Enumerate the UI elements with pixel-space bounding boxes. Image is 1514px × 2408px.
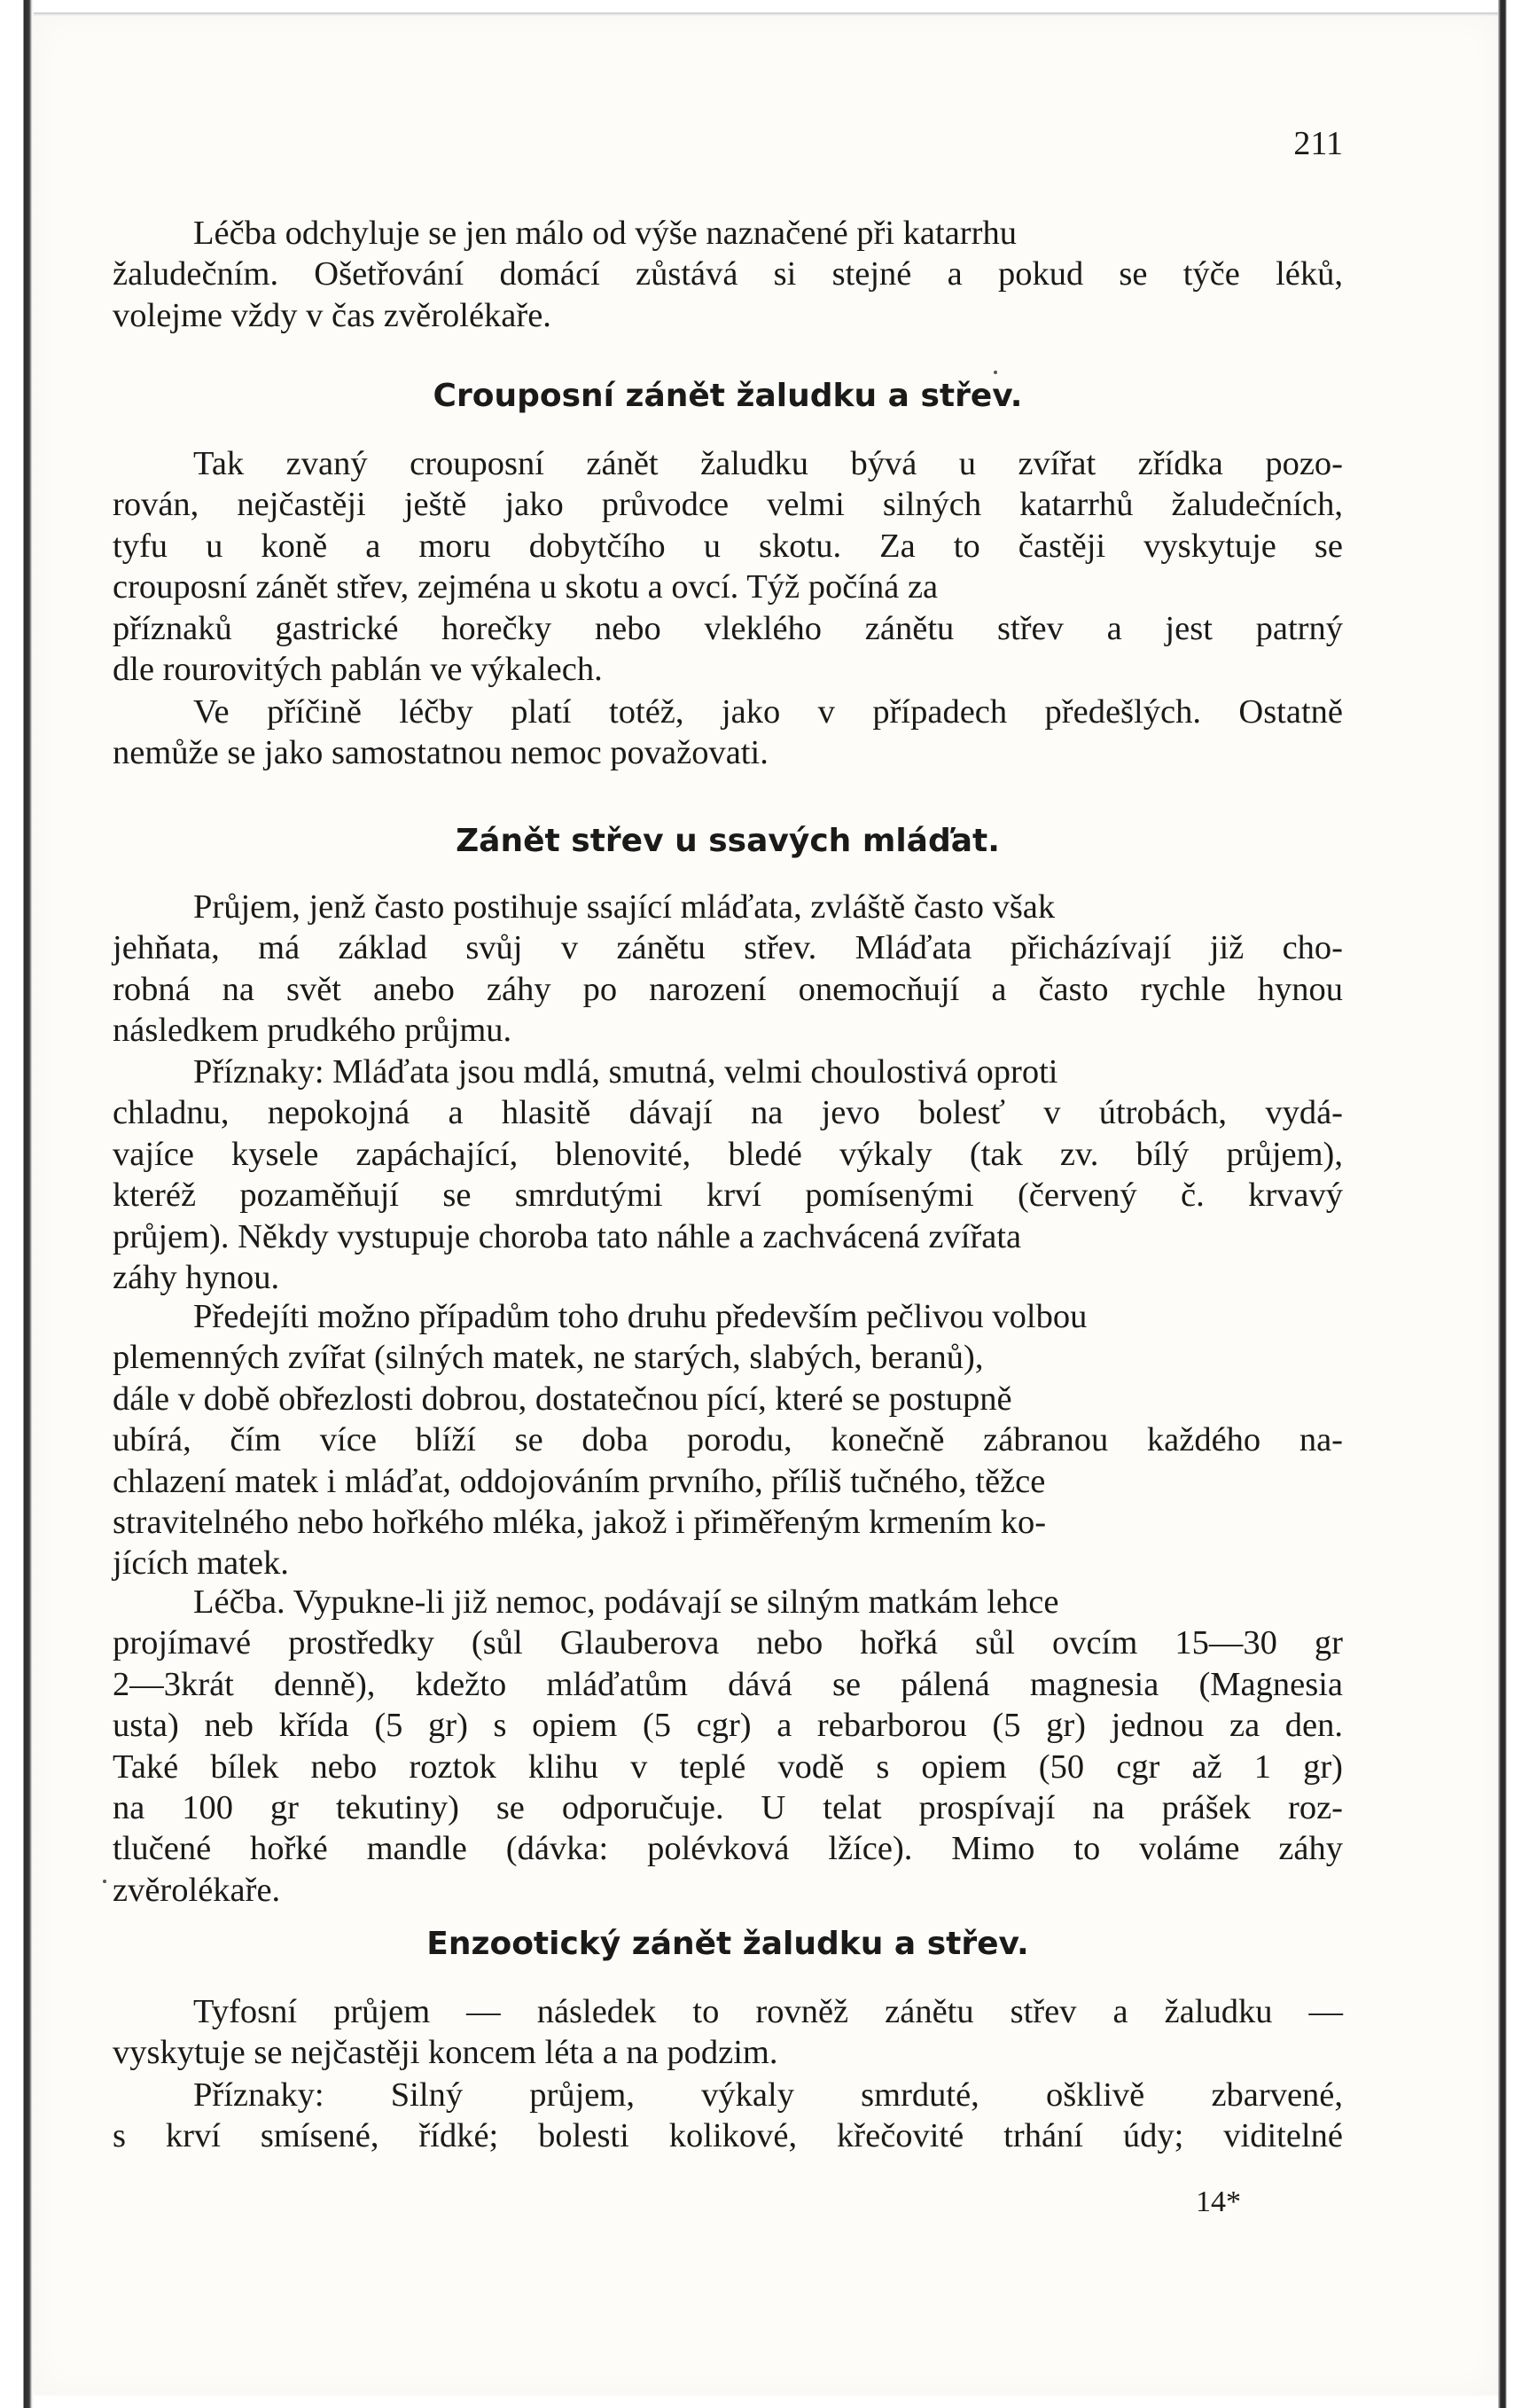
text-line: plemenných zvířat (silných matek, ne starých, slabých, beranů), <box>113 1339 984 1377</box>
text-line: na 100 gr tekutiny) se odporučuje. U telat prospívají na prášek roz- <box>113 1788 1343 1826</box>
text-line: průjem). Někdy vystupuje choroba tato náhle a zachvácená zvířata <box>113 1217 1022 1255</box>
paragraph-treatment-young <box>113 1582 1343 1911</box>
text-line: Léčba. Vypukne-li již nemoc, podávají se silným matkám lehce <box>193 1583 1059 1621</box>
paragraph-croupous-description <box>113 443 1343 690</box>
text-line: usta) neb křída (5 gr) s opiem (5 cgr) a rebarborou (5 gr) jednou za den. <box>113 1707 1343 1745</box>
paragraph-croupous-treatment <box>113 692 1343 774</box>
text-line: Příznaky: Silný průjem, výkaly smrduté, ošklivě zbarvené, <box>193 2076 1343 2114</box>
text-line: Léčba odchyluje se jen málo od výše naznačené při katarrhu <box>193 215 1017 252</box>
text-line: ubírá, čím více blíží se doba porodu, konečně zábranou každého na- <box>113 1421 1343 1459</box>
section-heading-enzootic: Enzootický zánět žaludku a střev. <box>426 1926 1029 1962</box>
paragraph-intro-treatment <box>113 213 1343 336</box>
text-line: Příznaky: Mláďata jsou mdlá, smutná, velmi choulostivá oproti <box>193 1053 1058 1091</box>
text-line: projímavé prostředky (sůl Glauberova nebo hořká sůl ovcím 15—30 gr <box>113 1624 1343 1662</box>
text-line: dle rourovitých pablán ve výkalech. <box>113 650 603 688</box>
section-heading-young-enteritis: Zánět střev u ssavých mláďat. <box>456 823 1000 859</box>
text-line: kteréž pozaměňují se smrdutými krví pomísenými (červený č. krvavý <box>113 1177 1343 1215</box>
scan-speck <box>103 1880 106 1883</box>
text-line: 2—3krát denně), kdežto mláďatům dává se pálená magnesia (Magnesia <box>113 1665 1343 1703</box>
text-line: jících matek. <box>113 1544 289 1583</box>
book-spine-shadow <box>0 0 34 2408</box>
text-line: tyfu u koně a moru dobytčího u skotu. Za to častěji vyskytuje se <box>113 527 1343 565</box>
page-right-edge <box>1498 0 1514 2408</box>
text-line: chlazení matek i mláďat, oddojováním prvního, příliš tučného, těžce <box>113 1462 1046 1500</box>
text-line: Také bílek nebo roztok klihu v teplé vodě s opiem (50 cgr až 1 gr) <box>113 1747 1343 1786</box>
text-line: tlučené hořké mandle (dávka: polévková lžíce). Mimo to voláme záhy <box>113 1830 1343 1868</box>
text-line: crouposní zánět střev, zejména u skotu a ovcí. Týž počíná za <box>113 568 939 606</box>
text-line: Ve příčině léčby platí totéž, jako v případech předešlých. Ostatně <box>193 693 1343 731</box>
text-line: stravitelného nebo hořkého mléka, jakož i přiměřeným krmením ko- <box>113 1503 1047 1541</box>
section-heading-croupous: Crouposní zánět žaludku a střev. <box>433 378 1023 414</box>
text-line: s krví smísené, řídké; bolesti kolikové, křečovité trhání údy; viditelné <box>113 2117 1343 2155</box>
paragraph-prevention <box>113 1296 1343 1584</box>
page-number: 211 <box>1293 125 1343 162</box>
text-line: chladnu, nepokojná a hlasitě dávají na jevo bolesť v útrobách, vydá- <box>113 1094 1343 1132</box>
text-line: Předejíti možno případům toho druhu především pečlivou volbou <box>193 1298 1088 1335</box>
text-line: vyskytuje se nejčastěji koncem léta a na podzim. <box>113 2034 778 2072</box>
text-line: příznaků gastrické horečky nebo vleklého zánětu střev a jest patrný <box>113 609 1343 647</box>
text-line: žaludečním. Ošetřování domácí zůstává si stejné a pokud se týče léků, <box>113 255 1343 293</box>
page-top-edge <box>34 12 1498 16</box>
text-line: následkem prudkého průjmu. <box>113 1012 512 1050</box>
paragraph-enzootic-symptoms <box>113 2075 1343 2157</box>
text-line: volejme vždy v čas zvěrolékaře. <box>113 296 551 334</box>
signature-mark: 14* <box>1196 2185 1241 2218</box>
scan-speck <box>994 371 997 374</box>
text-line: vajíce kysele zapáchající, blenovité, bledé výkaly (tak zv. bílý průjem), <box>113 1135 1343 1173</box>
paragraph-typhoid-diarrhea <box>113 1991 1343 2074</box>
text-line: rován, nejčastěji ještě jako průvodce velmi silných katarrhů žaludečních, <box>113 486 1343 524</box>
text-line: Tak zvaný crouposní zánět žaludku bývá u zvířat zřídka pozo- <box>193 445 1343 482</box>
paragraph-diarrhea-young <box>113 887 1343 1052</box>
text-line: dále v době obřezlosti dobrou, dostatečnou pící, které se postupně <box>113 1380 1012 1418</box>
text-line: záhy hynou. <box>113 1258 280 1296</box>
text-line: Průjem, jenž často postihuje ssající mláďata, zvláště často však <box>193 888 1056 926</box>
text-line: Tyfosní průjem — následek to rovněž zánětu střev a žaludku — <box>193 1993 1343 2030</box>
paragraph-symptoms-young <box>113 1052 1343 1298</box>
text-line: jehňata, má základ svůj v zánětu střev. Mláďata přicházívají již cho- <box>113 929 1343 967</box>
text-line: robná na svět anebo záhy po narození onemocňují a často rychle hynou <box>113 970 1343 1008</box>
text-line: nemůže se jako samostatnou nemoc považovati. <box>113 734 769 772</box>
text-line: zvěrolékaře. <box>113 1871 281 1909</box>
